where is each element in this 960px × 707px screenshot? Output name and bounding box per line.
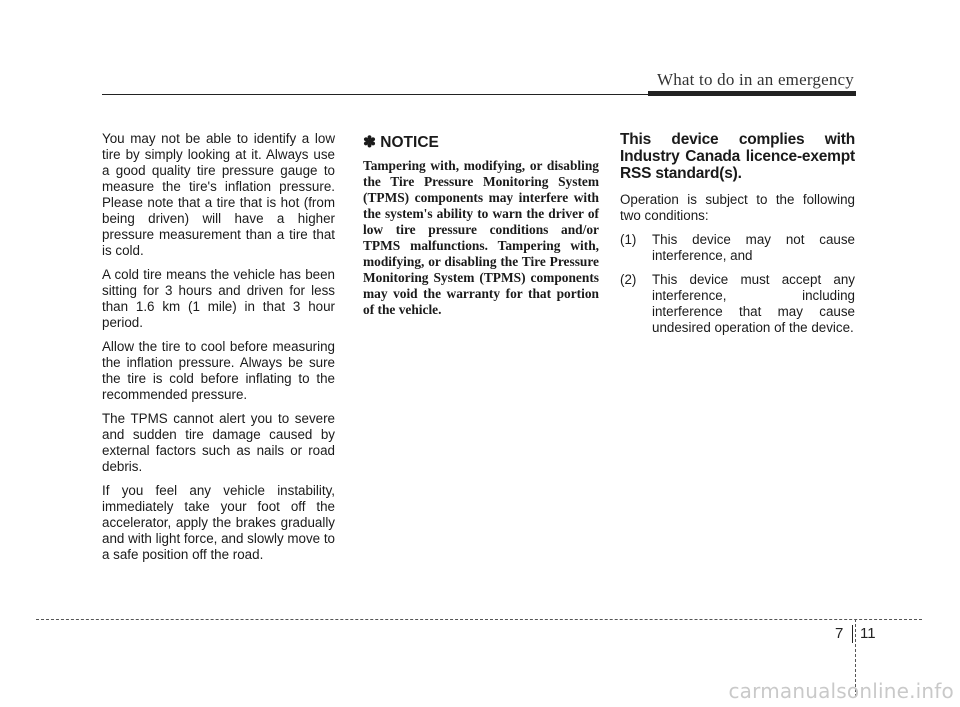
column-right [620,131,855,344]
paragraph-tpms-limitation: The TPMS cannot alert you to severe and sudden tire damage caused by external factors such as nails or road debris. [102,411,335,474]
header-accent-bar [648,91,856,96]
watermark: carmanualsonline.info [728,679,954,703]
notice-heading: ✽ NOTICE [363,134,439,151]
list-item-text: This device may not cause interference, and [652,232,855,263]
column-middle [363,134,599,318]
paragraph-vehicle-instability: If you feel any vehicle instability, immediately take your foot off the accelerator, apply the brakes gradually and with light force, and slowly move to a safe position off the road. [102,483,335,562]
column-left [102,131,335,571]
section-title: What to do in an emergency [656,70,854,89]
paragraph-tire-identification: You may not be able to identify a low tire by simply looking at it. Always use a good quality tire pressure gauge to measure the tire's inflation pressure. Please note that a tire that is hot (from being driven) will have a higher pressure measurement than a tire that is cold. [102,131,335,258]
paragraph-cool-before-measuring: Allow the tire to cool before measuring the inflation pressure. Always be sure the tire is cold before inflating to the recommended pressure. [102,339,335,402]
list-item-number: (1) [620,232,637,247]
paragraph-cold-tire: A cold tire means the vehicle has been sitting for 3 hours and driven for less than 1.6 km (1 mile) in that 3 hour period. [102,267,335,330]
page-number-separator [852,625,853,643]
list-item-text: This device must accept any interference, including interference that may cause undesired operation of the device. [652,272,855,335]
page-number: 11 [860,625,876,642]
compliance-intro: Operation is subject to the following two conditions: [620,192,855,223]
list-item-number: (2) [620,272,637,287]
compliance-heading: This device complies with Industry Canada licence-exempt RSS standard(s). [620,131,855,182]
footer-divider [36,619,922,620]
list-item [620,272,855,336]
notice-body: Tampering with, modifying, or disabling the Tire Pressure Monitoring System (TPMS) components may interfere with the system's ability to warn the driver of low tire pressure conditions and/or TPMS malfunctions. Tampering with, modifying, or disabling the Tire Pressure Monitoring System (TPMS) components may void the warranty for that portion of the vehicle. [363,158,599,317]
chapter-number: 7 [835,625,844,642]
list-item [620,232,855,264]
